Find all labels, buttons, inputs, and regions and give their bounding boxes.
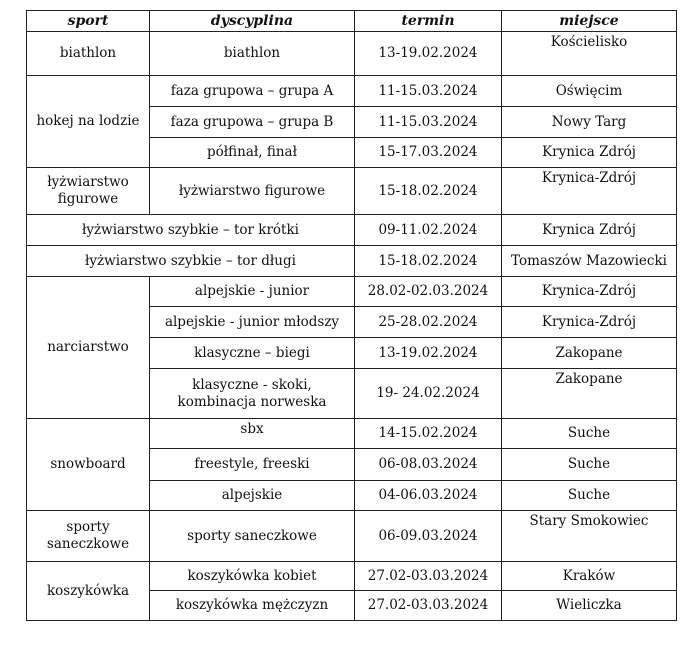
discipline-cell: koszykówka mężczyzn xyxy=(150,591,355,621)
date-cell: 09-11.02.2024 xyxy=(355,215,502,246)
discipline-cell: faza grupowa – grupa A xyxy=(150,76,355,107)
place-cell: Nowy Targ xyxy=(502,107,677,138)
discipline-cell: freestyle, freeski xyxy=(150,449,355,481)
place-cell: Zakopane xyxy=(502,369,677,419)
date-cell: 28.02-02.03.2024 xyxy=(355,277,502,307)
place-cell: Kościelisko xyxy=(502,32,677,76)
place-cell: Wieliczka xyxy=(502,591,677,621)
place-cell: Suche xyxy=(502,449,677,481)
place-cell: Krynica Zdrój xyxy=(502,215,677,246)
sport-cell: narciarstwo xyxy=(27,277,150,419)
discipline-cell: biathlon xyxy=(150,32,355,76)
discipline-line: kombinacja norweska xyxy=(177,393,327,410)
header-sport: sport xyxy=(27,11,150,32)
discipline-cell: łyżwiarstwo figurowe xyxy=(150,168,355,215)
date-cell: 13-19.02.2024 xyxy=(355,338,502,369)
place-cell: Krynica-Zdrój xyxy=(502,168,677,215)
table-row xyxy=(27,32,677,76)
sport-line: figurowe xyxy=(57,191,119,207)
date-cell: 25-28.02.2024 xyxy=(355,307,502,338)
schedule-table xyxy=(26,10,677,621)
discipline-line: klasyczne - skoki, xyxy=(192,376,312,393)
date-cell: 15-18.02.2024 xyxy=(355,246,502,277)
header-miejsce: miejsce xyxy=(502,11,677,32)
place-cell: Krynica Zdrój xyxy=(502,138,677,168)
date-cell: 13-19.02.2024 xyxy=(355,32,502,76)
discipline-cell: alpejskie - junior xyxy=(150,277,355,307)
discipline-cell: łyżwiarstwo szybkie – tor krótki xyxy=(27,215,355,246)
place-cell: Zakopane xyxy=(502,338,677,369)
sport-line: łyżwiarstwo xyxy=(47,174,129,190)
header-row xyxy=(27,11,677,32)
place-cell: Suche xyxy=(502,481,677,511)
discipline-cell: klasyczne – biegi xyxy=(150,338,355,369)
discipline-cell: sbx xyxy=(150,419,355,449)
date-cell: 06-08.03.2024 xyxy=(355,449,502,481)
sport-cell: koszykówka xyxy=(27,562,150,621)
table-row xyxy=(27,168,677,215)
date-cell: 19- 24.02.2024 xyxy=(355,369,502,419)
date-cell: 27.02-03.03.2024 xyxy=(355,591,502,621)
table-row xyxy=(27,277,677,307)
table-row xyxy=(27,511,677,562)
sport-cell: biathlon xyxy=(27,32,150,76)
sport-cell: snowboard xyxy=(27,419,150,511)
sport-line: saneczkowe xyxy=(46,536,130,552)
place-cell: Oświęcim xyxy=(502,76,677,107)
sport-cell xyxy=(27,168,150,215)
sport-cell: hokej na lodzie xyxy=(27,76,150,168)
discipline-cell: sporty saneczkowe xyxy=(150,511,355,562)
date-cell: 11-15.03.2024 xyxy=(355,76,502,107)
discipline-cell: koszykówka kobiet xyxy=(150,562,355,591)
place-cell: Stary Smokowiec xyxy=(502,511,677,562)
table-row xyxy=(27,215,677,246)
date-cell: 14-15.02.2024 xyxy=(355,419,502,449)
sport-line: sporty xyxy=(66,519,110,535)
place-cell: Kraków xyxy=(502,562,677,591)
header-termin: termin xyxy=(355,11,502,32)
table-row xyxy=(27,419,677,449)
date-cell: 06-09.03.2024 xyxy=(355,511,502,562)
place-cell: Krynica-Zdrój xyxy=(502,277,677,307)
discipline-cell: alpejskie - junior młodszy xyxy=(150,307,355,338)
date-cell: 04-06.03.2024 xyxy=(355,481,502,511)
place-cell: Krynica-Zdrój xyxy=(502,307,677,338)
discipline-cell: faza grupowa – grupa B xyxy=(150,107,355,138)
table-row xyxy=(27,562,677,591)
table-row xyxy=(27,246,677,277)
place-cell: Suche xyxy=(502,419,677,449)
date-cell: 15-18.02.2024 xyxy=(355,168,502,215)
place-cell: Tomaszów Mazowiecki xyxy=(502,246,677,277)
header-dyscyplina: dyscyplina xyxy=(150,11,355,32)
date-cell: 15-17.03.2024 xyxy=(355,138,502,168)
discipline-cell: alpejskie xyxy=(150,481,355,511)
discipline-cell xyxy=(150,369,355,419)
date-cell: 27.02-03.03.2024 xyxy=(355,562,502,591)
table-row xyxy=(27,76,677,107)
discipline-cell: łyżwiarstwo szybkie – tor długi xyxy=(27,246,355,277)
date-cell: 11-15.03.2024 xyxy=(355,107,502,138)
discipline-cell: półfinał, finał xyxy=(150,138,355,168)
sport-cell xyxy=(27,511,150,562)
